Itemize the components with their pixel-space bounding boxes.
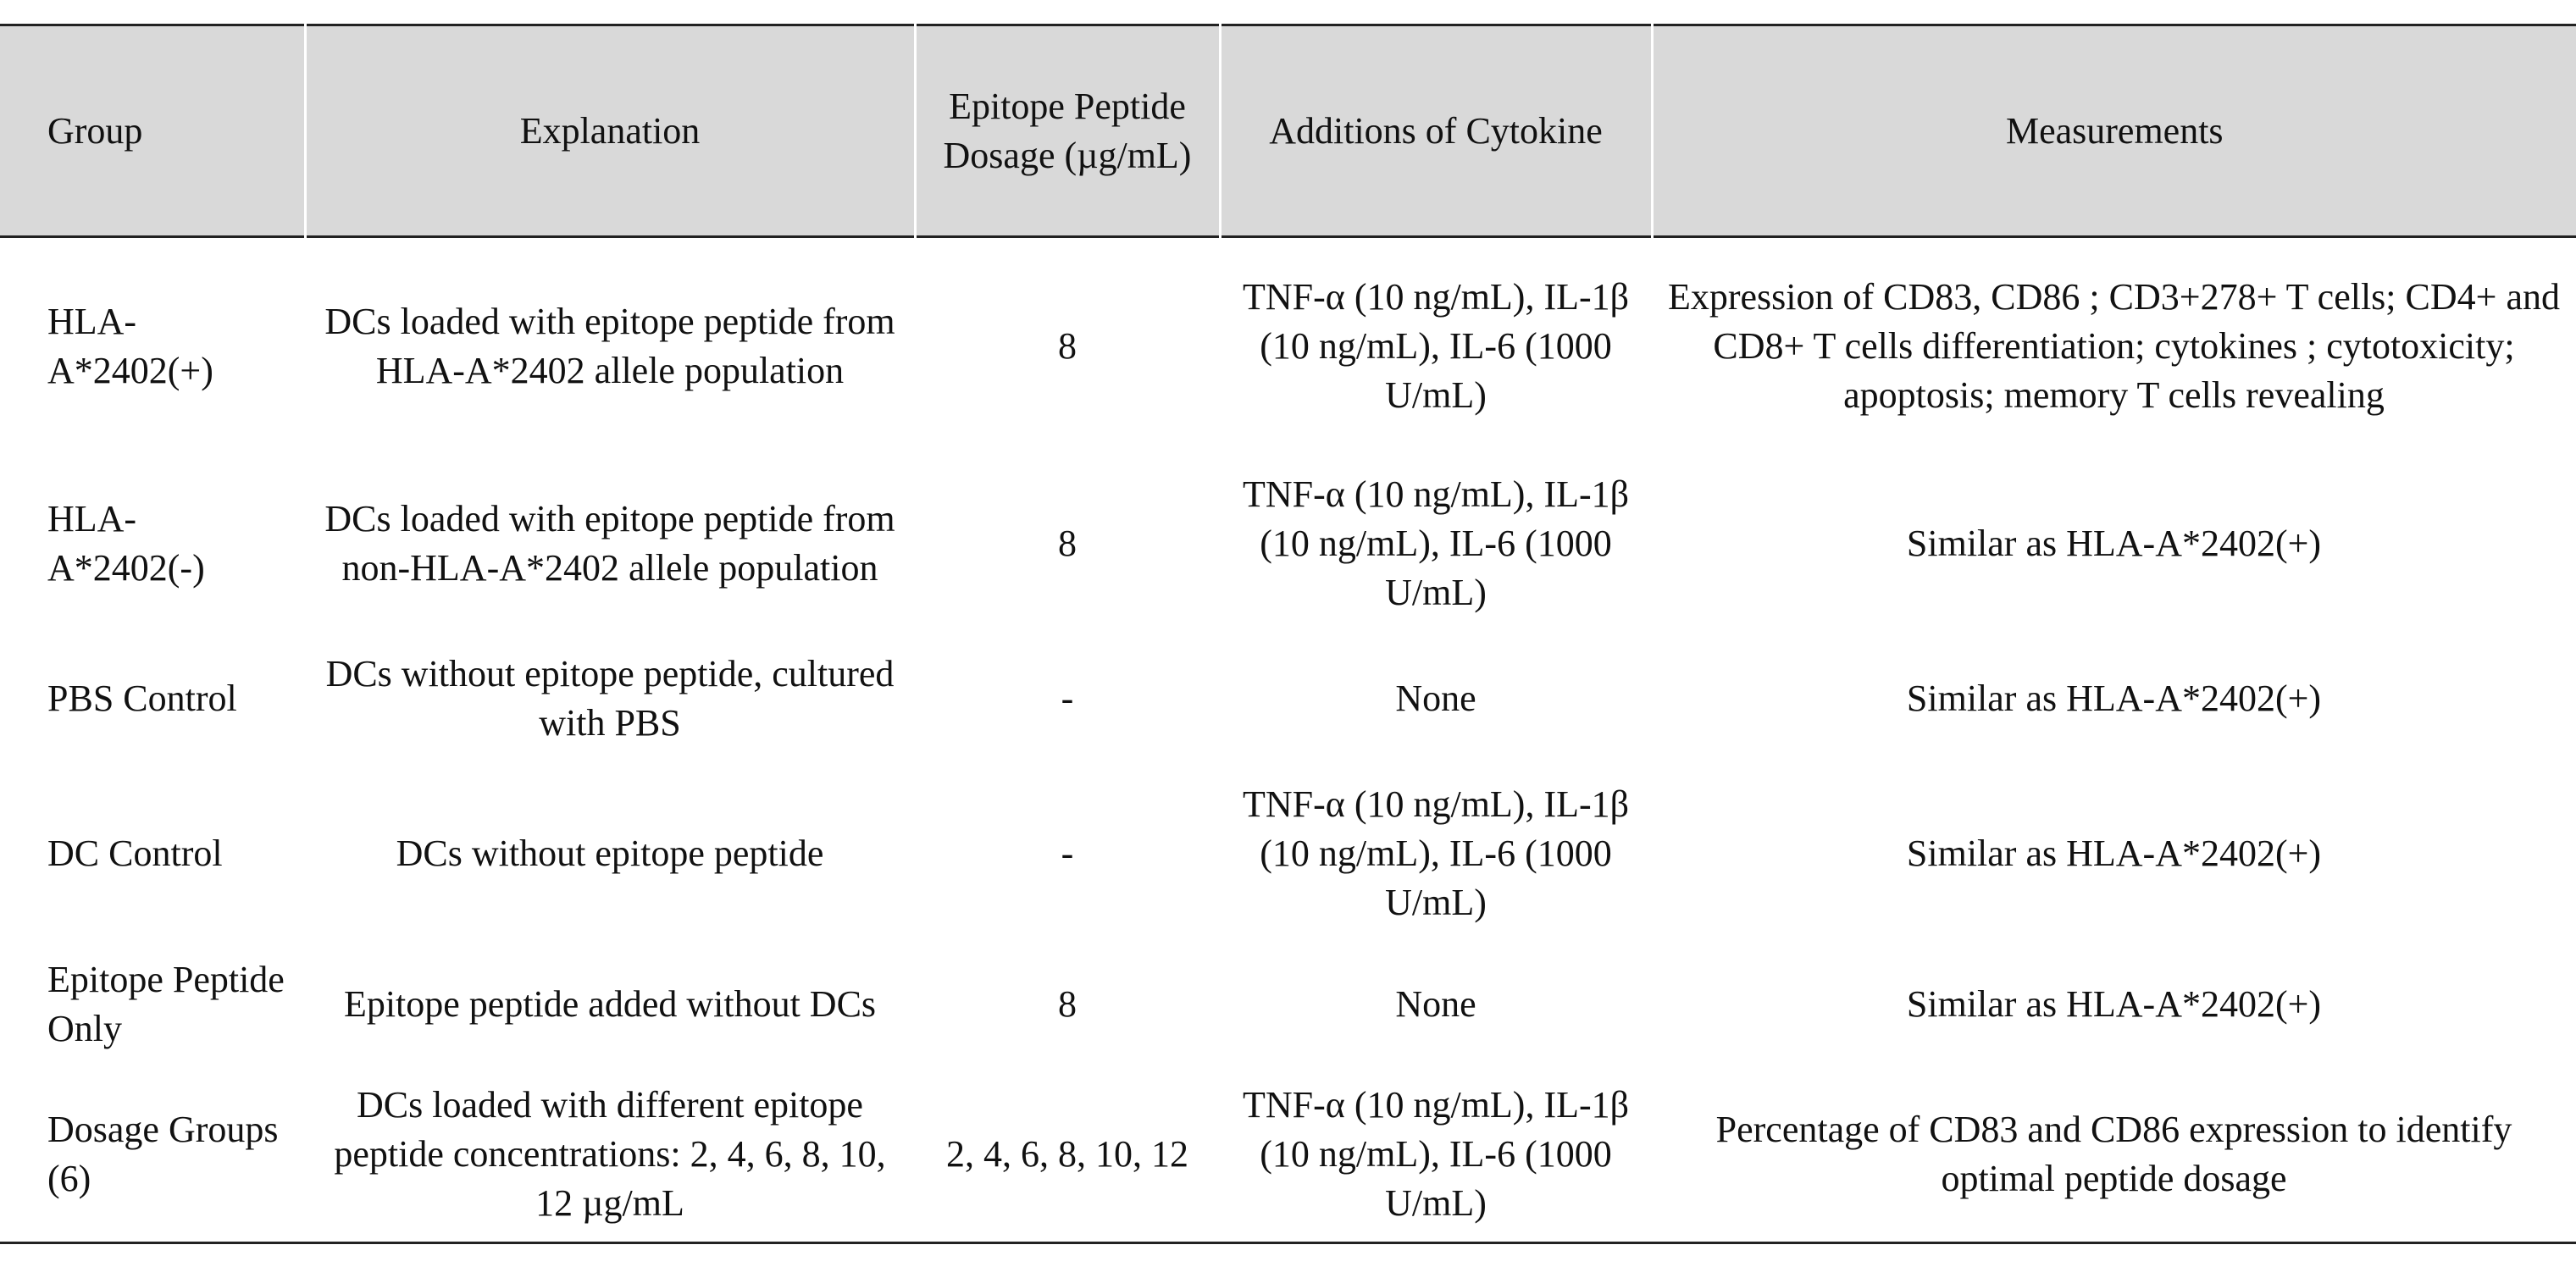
cell-group: Epitope Peptide Only: [47, 958, 285, 1049]
table-row: [0, 766, 2576, 942]
cell-group: Dosage Groups (6): [47, 1108, 279, 1199]
cell-cytokine: TNF-α (10 ng/mL), IL-1β (10 ng/mL), IL-6 (1000 U/mL): [1242, 276, 1630, 417]
table-row: [0, 942, 2576, 1067]
cell-cytokine: TNF-α (10 ng/mL), IL-1β (10 ng/mL), IL-6 (1000 U/mL): [1242, 473, 1630, 613]
cell-cytokine: TNF-α (10 ng/mL), IL-1β (10 ng/mL), IL-6 (1000 U/mL): [1242, 783, 1630, 923]
cell-explanation: DCs loaded with different epitope peptide concentrations: 2, 4, 6, 8, 10, 12 µg/mL: [334, 1083, 886, 1224]
cell-explanation: DCs without epitope peptide, cultured with PBS: [325, 652, 895, 744]
cell-group: PBS Control: [47, 677, 237, 719]
cell-measurements: Percentage of CD83 and CD86 expression to identify optimal peptide dosage: [1715, 1108, 2512, 1199]
table-row: [0, 1067, 2576, 1243]
table-header: [0, 25, 2576, 237]
cell-dosage: -: [1061, 832, 1074, 874]
header-group: Group: [47, 109, 143, 152]
header-row: [0, 25, 2576, 237]
cell-cytokine: None: [1395, 982, 1476, 1025]
cell-measurements: Similar as HLA-A*2402(+): [1906, 677, 2322, 719]
experiment-groups-table: [0, 24, 2576, 1244]
header-explanation: Explanation: [305, 25, 915, 237]
cell-cytokine: None: [1395, 677, 1476, 719]
table-row: [0, 237, 2576, 456]
cell-explanation: Epitope peptide added without DCs: [343, 982, 877, 1025]
cell-dosage: 8: [1058, 325, 1077, 368]
cell-explanation: DCs loaded with epitope peptide from HLA-A*2402 allele population: [324, 301, 895, 392]
cell-measurements: Similar as HLA-A*2402(+): [1906, 982, 2322, 1025]
table-row: [0, 632, 2576, 766]
cell-dosage: 8: [1058, 982, 1077, 1025]
cell-explanation: DCs loaded with epitope peptide from non-HLA-A*2402 allele population: [324, 497, 895, 589]
cell-dosage: 2, 4, 6, 8, 10, 12: [946, 1132, 1188, 1175]
table-body: [0, 237, 2576, 1243]
cell-group: DC Control: [47, 832, 223, 874]
cell-measurements: Similar as HLA-A*2402(+): [1906, 522, 2322, 564]
cell-dosage: -: [1061, 677, 1074, 719]
table-container: [0, 24, 2576, 1244]
header-measurements: Measurements: [1652, 25, 2576, 237]
cell-measurements: Expression of CD83, CD86 ; CD3+278+ T cells; CD4+ and CD8+ T cells differentiation; cytokines ; cytotoxicity; apoptosis; memory T cells revealing: [1667, 276, 2560, 417]
cell-explanation: DCs without epitope peptide: [396, 832, 824, 874]
header-cytokine: Additions of Cytokine: [1220, 25, 1652, 237]
cell-dosage: 8: [1058, 522, 1077, 564]
cell-group: HLA-A*2402(+): [47, 301, 213, 392]
cell-measurements: Similar as HLA-A*2402(+): [1906, 832, 2322, 874]
header-dosage: Epitope Peptide Dosage (µg/mL): [915, 25, 1220, 237]
table-row: [0, 456, 2576, 632]
cell-cytokine: TNF-α (10 ng/mL), IL-1β (10 ng/mL), IL-6 (1000 U/mL): [1242, 1083, 1630, 1224]
cell-group: HLA-A*2402(-): [47, 497, 205, 589]
